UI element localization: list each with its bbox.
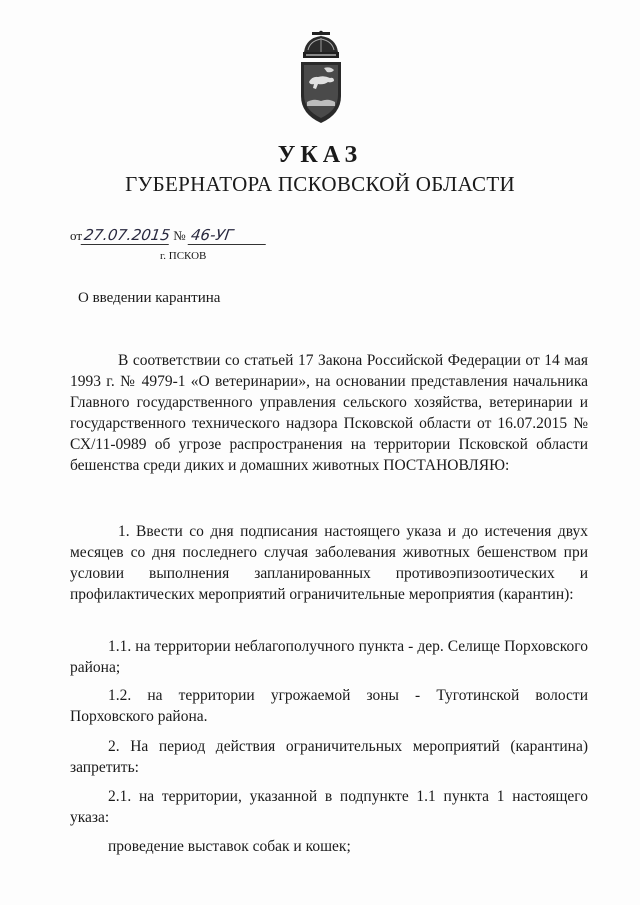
item-2-1-a-paragraph: проведение выставок собак и кошек; [108, 838, 351, 855]
date-number-line [70, 226, 267, 245]
date-prefix: от [70, 228, 83, 243]
document-title: УКАЗ [277, 142, 363, 168]
number-prefix: № [173, 228, 186, 243]
item-2-1-paragraph: 2.1. на территории, указанной в подпункте 1.1 пункта 1 настоящего указа: [70, 788, 588, 826]
handwritten-date: 27.07.2015 [81, 226, 172, 245]
item-1-2-paragraph: 1.2. на территории угрожаемой зоны - Туготинской волости Порховского района. [70, 687, 588, 725]
item-1-paragraph: 1. Ввести со дня подписания настоящего указа и до истечения двух месяцев со дня последнего случая заболевания животных бешенством при условии выполнения запланированных противоэпизоотических и профилактических мероприятий ограничительные мероприятия (карантин): [70, 523, 588, 603]
coat-of-arms-icon [294, 30, 348, 126]
subject-line: О введении карантина [78, 290, 221, 306]
city-label: г. ПСКОВ [160, 250, 207, 262]
preamble-paragraph: В соответствии со статьей 17 Закона Российской Федерации от 14 мая 1993 г. № 4979-1 «О ветеринарии», на основании представления начальника Главного государственного управления сельского хозяйства, ветеринарии и государственного технического надзора Псковской области от 16.07.2015 № СХ/11-0989 об угрозе распространения на территории Псковской области бешенства среди диких и домашних животных ПОСТАНОВЛЯЮ: [70, 352, 588, 474]
document-subtitle: ГУБЕРНАТОРА ПСКОВСКОЙ ОБЛАСТИ [125, 172, 515, 196]
item-2-paragraph: 2. На период действия ограничительных мероприятий (карантина) запретить: [70, 738, 588, 776]
handwritten-number: 46-УГ [188, 226, 269, 245]
item-1-1-paragraph: 1.1. на территории неблагополучного пункта - дер. Селище Порховского района; [70, 638, 588, 676]
